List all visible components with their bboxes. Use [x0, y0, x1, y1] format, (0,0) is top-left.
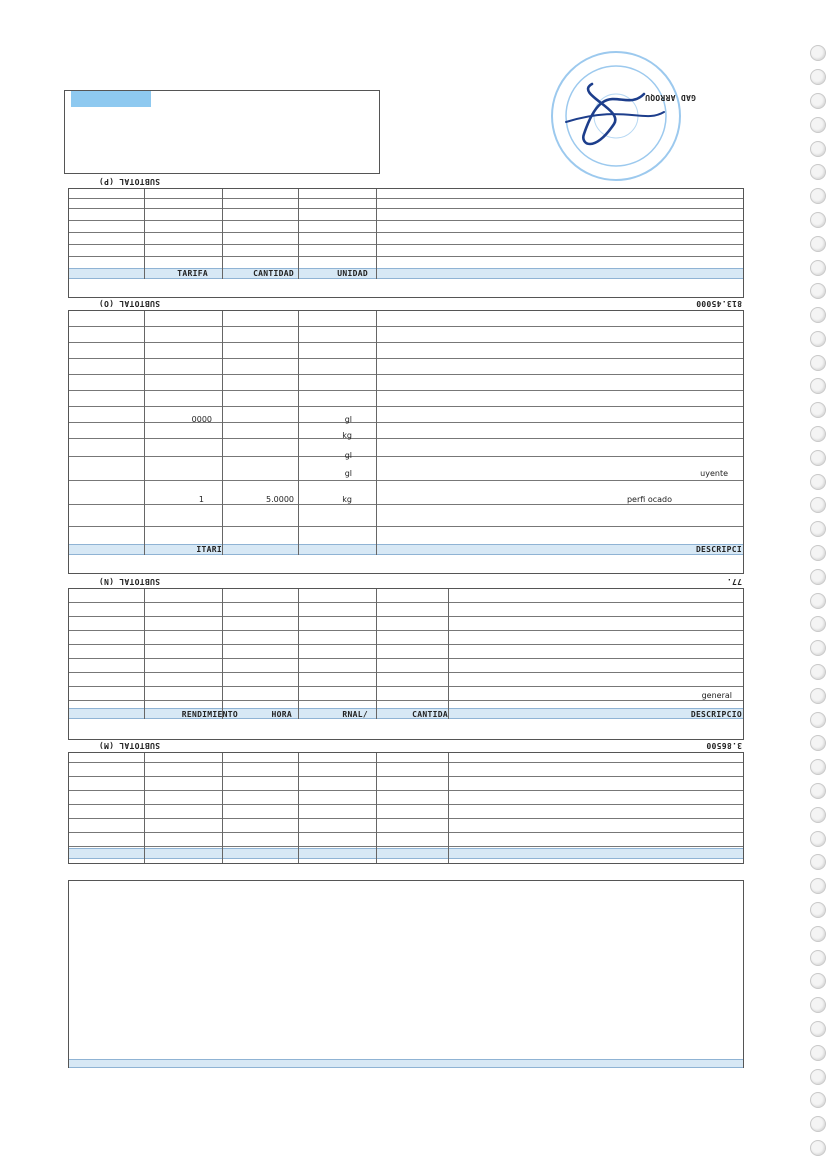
binder-hole	[810, 93, 826, 109]
binder-hole	[810, 593, 826, 609]
binder-hole	[810, 1140, 826, 1156]
col-tarifa-o: ITARI	[196, 545, 222, 554]
binder-hole	[810, 950, 826, 966]
binder-hole	[810, 973, 826, 989]
col-descripcion-n: DESCRIPCIO	[690, 710, 742, 719]
row-o-qty: 5.0000	[266, 495, 294, 504]
header-band	[69, 848, 743, 859]
binder-hole	[810, 569, 826, 585]
binder-hole	[810, 141, 826, 157]
binder-hole	[810, 783, 826, 799]
binder-hole	[810, 1116, 826, 1132]
binder-hole	[810, 45, 826, 61]
binder-hole	[810, 854, 826, 870]
row-o-unit: gl	[344, 469, 352, 478]
col-descripcion-o: DESCRIPCI	[695, 545, 742, 554]
binder-hole	[810, 1092, 826, 1108]
binder-hole	[810, 212, 826, 228]
binder-hole	[810, 188, 826, 204]
binder-hole	[810, 712, 826, 728]
col-rnal: RNAL/	[342, 710, 368, 719]
binder-hole	[810, 521, 826, 537]
section-o-table	[68, 310, 744, 574]
binder-hole	[810, 926, 826, 942]
binder-hole	[810, 450, 826, 466]
subtotal-n-label: SUBTOTAL (N)	[98, 577, 160, 586]
binder-hole	[810, 307, 826, 323]
col-rendimiento: RENDIMIENTO	[181, 710, 238, 719]
binder-hole	[810, 236, 826, 252]
col-hora: HORA	[271, 710, 292, 719]
section-m-table	[68, 752, 744, 864]
highlight-marker	[71, 91, 151, 107]
subtotal-p-label: SUBTOTAL (P)	[98, 177, 160, 186]
header-band	[69, 1059, 743, 1068]
header-band	[69, 268, 743, 279]
binder-hole	[810, 69, 826, 85]
binder-hole	[810, 807, 826, 823]
binder-hole	[810, 735, 826, 751]
binder-hole	[810, 664, 826, 680]
row-n-desc: general	[701, 691, 732, 700]
col-tarifa-p: TARIFA	[177, 269, 208, 278]
binder-holes	[808, 38, 826, 1156]
binder-hole	[810, 759, 826, 775]
col-cantidad-p: CANTIDAD	[253, 269, 294, 278]
section-p-table	[68, 188, 744, 298]
row-o-desc: uyente	[700, 469, 728, 478]
row-o-unit: gl	[344, 415, 352, 424]
binder-hole	[810, 640, 826, 656]
binder-hole	[810, 355, 826, 371]
binder-hole	[810, 283, 826, 299]
binder-hole	[810, 260, 826, 276]
binder-hole	[810, 616, 826, 632]
header-band	[69, 544, 743, 555]
subtotal-n-value: 77.	[726, 577, 742, 586]
official-seal	[548, 48, 684, 184]
row-o-desc: perfi ocado	[626, 495, 672, 504]
binder-hole	[810, 902, 826, 918]
subtotal-m-label: SUBTOTAL (M)	[98, 741, 160, 750]
subtotal-m-value: 3.86500	[706, 741, 742, 750]
row-o-unit: gl	[344, 451, 352, 460]
binder-hole	[810, 426, 826, 442]
binder-hole	[810, 474, 826, 490]
notes-box	[68, 880, 744, 1068]
binder-hole	[810, 831, 826, 847]
header-band	[69, 708, 743, 719]
row-o-unit: kg	[342, 495, 352, 504]
binder-hole	[810, 331, 826, 347]
binder-hole	[810, 688, 826, 704]
section-n-table	[68, 588, 744, 740]
binder-hole	[810, 1069, 826, 1085]
binder-hole	[810, 997, 826, 1013]
subtotal-o-value: 813.45000	[695, 299, 742, 308]
row-o-rate: 1	[198, 495, 204, 504]
binder-hole	[810, 379, 826, 395]
seal-stamp	[548, 48, 684, 184]
binder-hole	[810, 878, 826, 894]
row-o-unit: kg	[342, 431, 352, 440]
binder-hole	[810, 164, 826, 180]
binder-hole	[810, 117, 826, 133]
col-cantidad-n: CANTIDA	[412, 710, 448, 719]
row-o-rate: 0000	[191, 415, 212, 424]
col-unidad: UNIDAD	[337, 269, 368, 278]
binder-hole	[810, 1021, 826, 1037]
binder-hole	[810, 402, 826, 418]
info-box	[64, 90, 380, 174]
seal-caption: GAD ARROQU	[644, 93, 696, 102]
binder-hole	[810, 497, 826, 513]
subtotal-o-label: SUBTOTAL (O)	[98, 299, 160, 308]
binder-hole	[810, 1045, 826, 1061]
binder-hole	[810, 545, 826, 561]
